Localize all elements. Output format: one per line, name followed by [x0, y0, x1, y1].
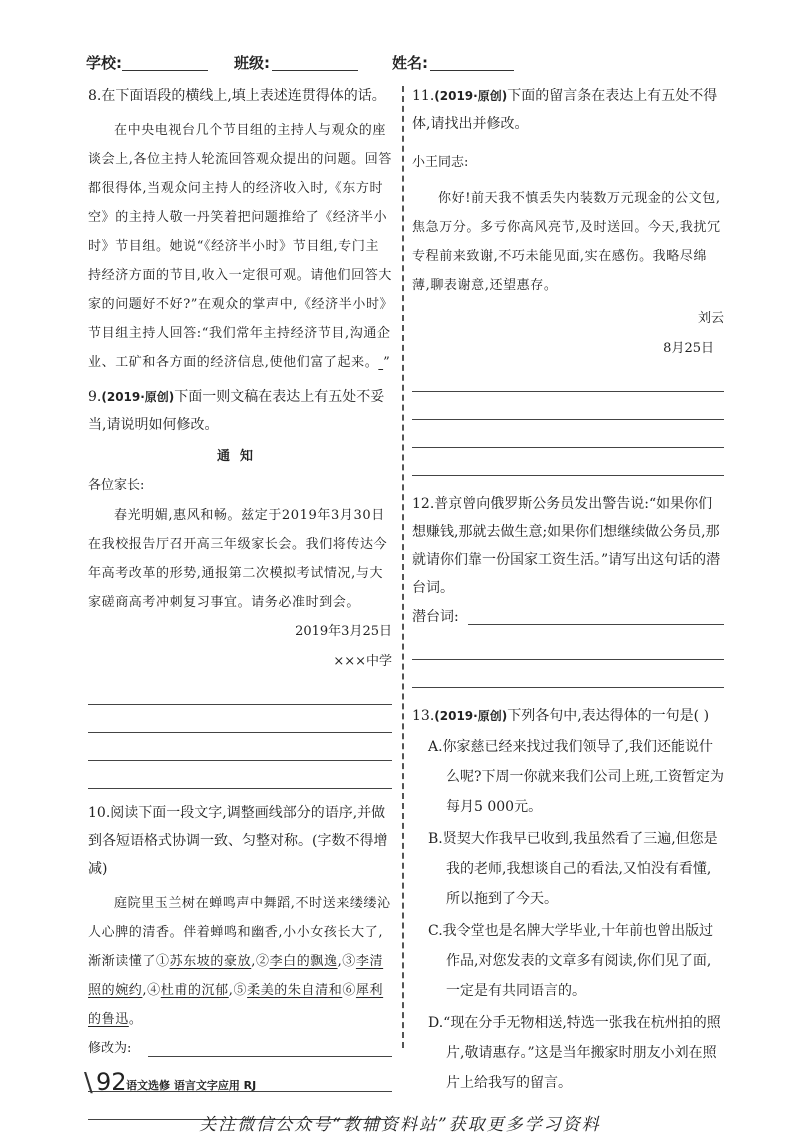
q11-answer-lines[interactable]	[412, 364, 724, 476]
q10-underlined-phrase: 苏东坡的豪放	[169, 954, 252, 969]
q11-prompt	[412, 82, 724, 138]
answer-line[interactable]	[88, 705, 392, 733]
q9-tag: (2019·原创)	[101, 390, 175, 404]
class-label: 班级:	[234, 54, 270, 72]
q8-prompt: 8.在下面语段的横线上,填上表述连贯得体的话。	[88, 88, 386, 104]
q13-option-b[interactable]: B.贤契大作我早已收到,我虽然看了三遍,但您是我的老师,我想谈自己的看法,又怕没有看懂,所以拖到了今天。	[428, 831, 718, 907]
class-field[interactable]	[272, 70, 358, 71]
q13-option-a[interactable]: A.你家慈已经来找过我们领导了,我们还能说什么呢?下周一你就来我们公司上班,工资暂定为每月5 000元。	[428, 739, 724, 815]
q12-prompt: 12.普京曾向俄罗斯公务员发出警告说:“如果你们想赚钱,那就去做生意;如果你们想继续做公务员,那就请你们靠一份国家工资生活。”请写出这句话的潜台词。	[412, 496, 721, 596]
student-info-header	[0, 52, 800, 80]
note-date: 8月25日	[663, 341, 714, 356]
q10-sep: ,④	[142, 983, 161, 998]
school-label: 学校:	[86, 54, 122, 72]
notice-title: 通知	[216, 449, 263, 464]
q10-answer-label: 修改为:	[88, 1041, 132, 1056]
name-label: 姓名:	[392, 54, 428, 72]
q8-blank-end: ”	[383, 355, 391, 370]
q10-underlined-phrase: 李白的飘逸	[269, 954, 338, 969]
note-salutation: 小王同志:	[412, 155, 469, 170]
right-column	[412, 82, 724, 1098]
answer-line[interactable]	[412, 448, 724, 476]
q10-sep: ,③	[337, 954, 356, 969]
q10-underlined-phrase: 柔美的朱自清和	[247, 983, 343, 998]
q12-answer-label: 潜台词:	[412, 609, 459, 625]
q8-passage-text: 在中央电视台几个节目组的主持人与观众的座谈会上,各位主持人轮流回答观众提出的问题。回答都很得体,当观众问主持人的经济收入时,《东方时空》的主持人敬一丹笑着把问题推给了《经济半小时》节目组。她说“《经济半小时》节目组,专门主持经济方面的节目,收入一定很可观。请他们回答大家的问题好不好?”在观众的掌声中,《经济半小时》节目组主持人回答:“我们常年主持经济节目,沟通企业、工矿和各方面的经济信息,使他们富了起来。	[88, 123, 392, 370]
q10-sep: 。	[128, 1012, 143, 1027]
answer-line[interactable]	[412, 392, 724, 420]
answer-line[interactable]	[412, 420, 724, 448]
notice-body-text: 春光明媚,惠风和畅。兹定于2019年3月30日在我校报告厅召开高三年级家长会。我们将传达今年高考改革的形势,通报第二次模拟考试情况,与大家磋商高考冲刺复习事宜。请务必准时到会。	[88, 508, 388, 610]
q13-prompt-text: 下列各句中,表达得体的一句是( )	[507, 708, 710, 724]
q13-option-d[interactable]: D.“现在分手无物相送,特选一张我在杭州拍的照片,敬请惠存。”这是当年搬家时朋友小刘在照片上给我写的留言。	[428, 1015, 721, 1091]
question-10	[88, 799, 392, 1120]
q12-answer-row	[412, 602, 724, 632]
notice-date: 2019年3月25日	[295, 624, 392, 639]
note-body	[412, 184, 724, 300]
question-13	[412, 702, 724, 1098]
q13-number: 13.	[412, 708, 435, 724]
answer-line[interactable]	[88, 733, 392, 761]
q13-tag: (2019·原创)	[434, 709, 508, 723]
q11-prompt-text: 下面的留言条在表达上有五处不得体,请找出并修改。	[412, 88, 718, 132]
question-9	[88, 383, 392, 789]
answer-line[interactable]	[88, 761, 392, 789]
answer-line[interactable]	[148, 1056, 392, 1057]
q10-passage	[88, 889, 392, 1034]
answer-line[interactable]	[88, 677, 392, 705]
question-8	[88, 82, 392, 377]
q10-underlined-phrase: 李清照的婉约	[88, 954, 384, 998]
q10-sep: ⑥	[342, 983, 356, 998]
answer-line[interactable]	[412, 632, 724, 660]
q9-prompt	[88, 383, 392, 439]
q11-tag: (2019·原创)	[434, 89, 508, 103]
notice-body	[88, 501, 392, 617]
q9-prompt-text: 下面一则文稿在表达上有五处不妥当,请说明如何修改。	[88, 389, 385, 433]
q13-prompt	[412, 702, 724, 730]
page-number: 92	[96, 1068, 127, 1096]
promo-banner: 关注微信公众号“教辅资料站”获取更多学习资料	[199, 1115, 601, 1135]
answer-line[interactable]	[412, 660, 724, 688]
q10-sep: ,⑤	[228, 983, 248, 998]
answer-line[interactable]	[412, 364, 724, 392]
q11-number: 11.	[412, 88, 435, 104]
q10-answer-row	[88, 1034, 392, 1064]
q9-number: 9.	[88, 389, 102, 405]
column-divider	[402, 86, 404, 1048]
question-12	[412, 490, 724, 688]
note-signer: 刘云	[697, 311, 724, 326]
q13-option-c[interactable]: C.我令堂也是名牌大学毕业,十年前也曾出版过作品,对您发表的文章多有阅读,你们见了面,一定是有共同语言的。	[428, 923, 714, 999]
notice-signer: ×××中学	[333, 654, 392, 669]
q10-prompt: 10.阅读下面一段文字,调整画线部分的语序,并做到各短语格式协调一致、匀整对称。(字数不得增减)	[88, 805, 388, 877]
q10-underlined-phrase: 杜甫的沉郁	[160, 983, 229, 998]
answer-line[interactable]	[468, 624, 724, 625]
school-field[interactable]	[122, 70, 208, 71]
q10-sep: ,②	[251, 954, 270, 969]
book-title: 语文选修 语言文字应用 RJ	[126, 1079, 257, 1092]
left-column	[88, 82, 392, 1120]
question-11	[412, 82, 724, 476]
q8-passage	[88, 116, 392, 377]
notice-greeting: 各位家长:	[88, 478, 145, 493]
page-slash-mark: \	[84, 1068, 93, 1098]
note-body-text: 你好!前天我不慎丢失内装数万元现金的公文包,焦急万分。多亏你高风亮节,及时送回。今天,我扰冗专程前来致谢,不巧未能见面,实在感伤。我略尽绵薄,聊表谢意,还望惠存。	[412, 191, 721, 293]
q9-answer-lines[interactable]	[88, 677, 392, 789]
name-field[interactable]	[430, 70, 514, 71]
q10-text: 庭院里玉兰树在蝉鸣声中舞蹈,不时送来缕缕沁人心脾的清香。伴着蝉鸣和幽香,小小女孩长大了,渐渐读懂了①	[88, 896, 391, 969]
q10-underlined-phrase: 犀利的鲁迅	[88, 983, 384, 1027]
